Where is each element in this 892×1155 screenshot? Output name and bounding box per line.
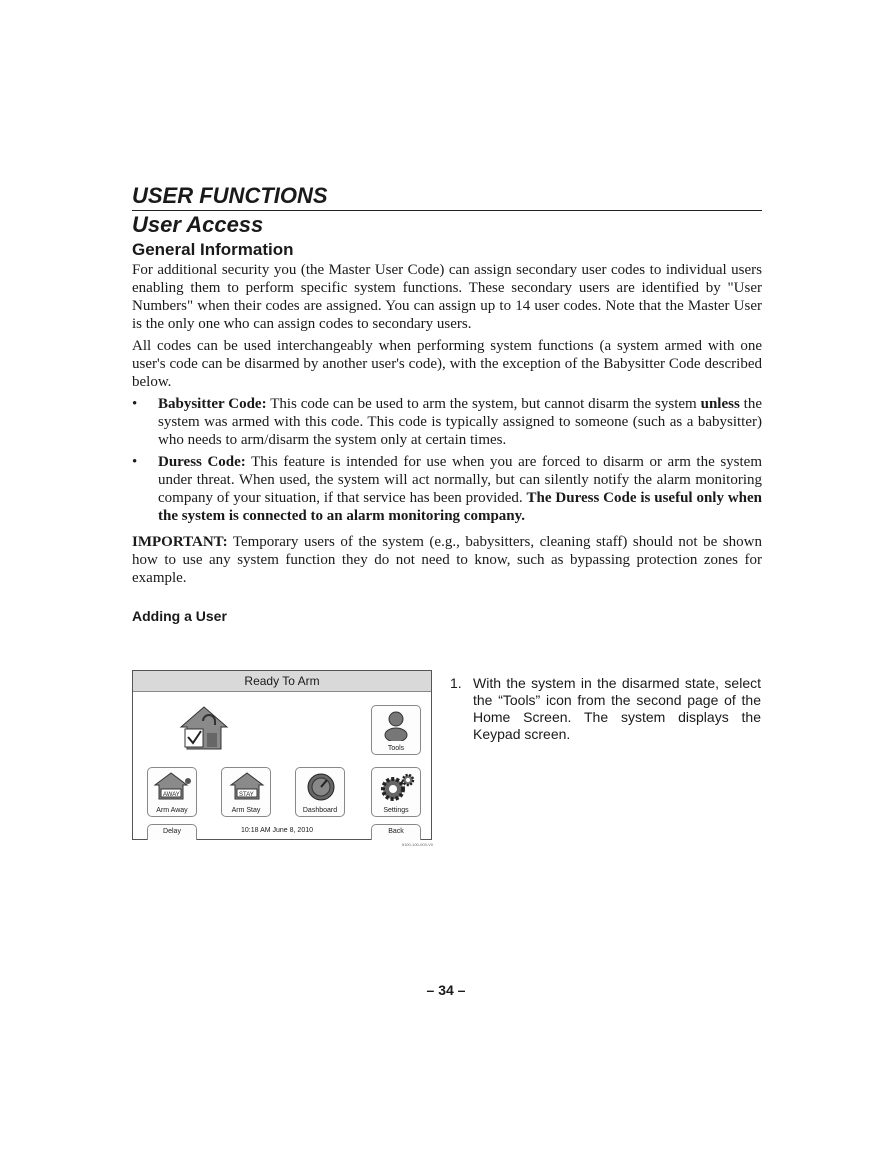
- paragraph-secondary-codes: For additional security you (the Master User Code) can assign secondary user codes to individual users enabling them to perform specific system functions. These secondary users are identified by "User Numbers" when their codes are assigned. You can assign up to 14 user codes. Note that the Master User is the only one who can assign codes to secondary users.: [132, 262, 762, 332]
- heading-general-information: General Information: [132, 240, 294, 259]
- code-types-list: [132, 395, 762, 525]
- arm-away-icon: [153, 771, 193, 801]
- term-babysitter: Babysitter Code:: [158, 396, 267, 412]
- arm-away-label: Arm Away: [156, 807, 188, 814]
- list-item-babysitter-code: [132, 395, 762, 449]
- screen-timestamp: 10:18 AM June 8, 2010: [241, 827, 313, 834]
- screen-status-bar: Ready To Arm: [133, 671, 431, 692]
- paragraph-interchangeable-codes: All codes can be used interchangeably when performing system functions (a system armed with one user's code can be disarmed by another user's code), with the exception of the Babysitter Code described below.: [132, 338, 762, 390]
- tools-icon: [377, 709, 415, 741]
- heading-adding-a-user: Adding a User: [132, 608, 227, 624]
- status-house-icon: [179, 705, 229, 756]
- step-text: With the system in the disarmed state, select the “Tools” icon from the second page of the Home Screen. The system displays the Keypad screen.: [473, 675, 761, 742]
- page-number: – 34 –: [426, 982, 466, 998]
- emphasis-duress-note: The Duress Code is useful only when the system is connected to an alarm monitoring company.: [158, 490, 762, 524]
- gear-icon: [377, 771, 417, 803]
- arm-stay-label: Arm Stay: [231, 807, 261, 814]
- text: the system was armed with this code. This code is typically assigned to someone (such as a babysitter) who needs to arm/disarm the system only at certain times.: [158, 396, 762, 448]
- text: This feature is intended for use when you are forced to disarm or arm the system under threat. When used, the system will act normally, but can silently notify the alarm monitoring company of your situation, if that service has been provided.: [158, 454, 762, 506]
- keypad-screen-illustration: [132, 670, 433, 847]
- part-number: 5100-100-003-V0: [401, 842, 433, 847]
- dashboard-icon: [301, 771, 341, 803]
- settings-button[interactable]: [371, 767, 421, 817]
- settings-label: Settings: [383, 807, 409, 814]
- svg-text:STAY: STAY: [239, 792, 254, 798]
- term-duress: Duress Code:: [158, 454, 246, 470]
- arm-stay-button[interactable]: [221, 767, 271, 817]
- dashboard-button[interactable]: [295, 767, 345, 817]
- important-label: IMPORTANT:: [132, 534, 228, 550]
- tools-label: Tools: [387, 745, 405, 752]
- important-text: Temporary users of the system (e.g., babysitters, cleaning staff) should not be shown how to use any system function they do not need to know, such as bypassing protection zones for example.: [132, 534, 762, 586]
- dashboard-label: Dashboard: [302, 807, 338, 814]
- svg-text:AWAY: AWAY: [163, 792, 180, 798]
- document-body: [132, 182, 762, 625]
- heading-user-functions: USER FUNCTIONS: [132, 182, 762, 211]
- step-1: [450, 675, 761, 743]
- heading-user-access: User Access: [132, 212, 264, 237]
- arm-away-button[interactable]: [147, 767, 197, 817]
- arm-stay-icon: [227, 771, 267, 801]
- tools-button[interactable]: [371, 705, 421, 755]
- delay-button[interactable]: Delay: [147, 824, 197, 840]
- emphasis-unless: unless: [700, 396, 740, 412]
- paragraph-important: [132, 533, 762, 587]
- list-item-duress-code: [132, 453, 762, 525]
- step-number: 1.: [450, 675, 462, 691]
- back-button[interactable]: Back: [371, 824, 421, 840]
- text: This code can be used to arm the system, but cannot disarm the system: [266, 396, 701, 412]
